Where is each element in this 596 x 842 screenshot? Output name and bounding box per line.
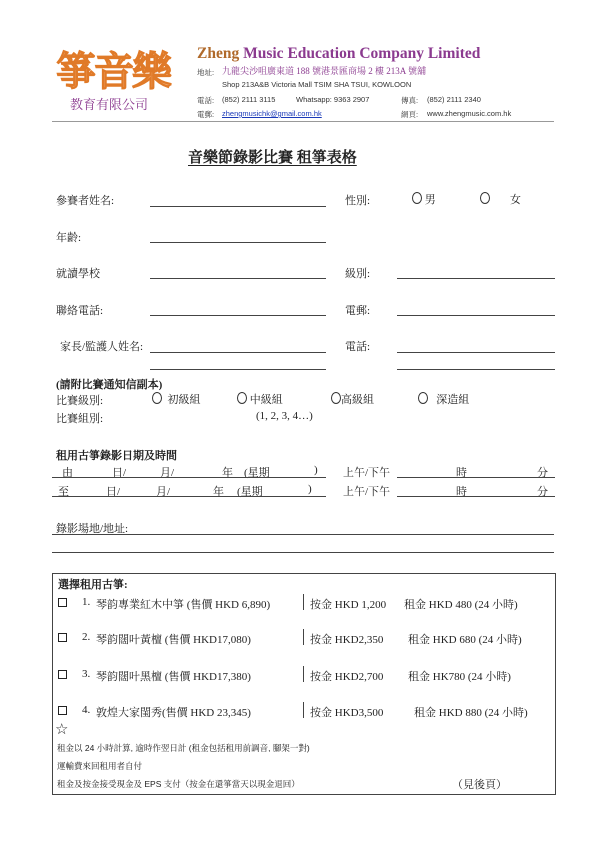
fax-label: 傳真: bbox=[401, 96, 419, 105]
from-weekday: (星期 bbox=[244, 467, 270, 479]
checkbox-item-1[interactable] bbox=[58, 598, 67, 607]
item-2-separator bbox=[303, 629, 304, 645]
note-transport: 運輸費來回租用者自付 bbox=[57, 761, 143, 771]
guardian-phone-field[interactable] bbox=[397, 352, 555, 353]
to-line-right bbox=[397, 496, 555, 497]
level-option-beginner[interactable]: 初級組 bbox=[152, 391, 201, 407]
company-name: Zheng Music Education Company Limited bbox=[197, 45, 481, 62]
item-4-name: 敦煌大家閨秀(售價 HKD 23,345) bbox=[96, 707, 251, 719]
to-month: 月/ bbox=[156, 486, 171, 498]
from-line-right bbox=[397, 477, 555, 478]
item-2-rent: 租金 HKD 680 (24 小時) bbox=[408, 634, 522, 646]
grade-field[interactable] bbox=[397, 278, 555, 279]
address-chinese: 九龍尖沙咀廣東道 188 號港景匯商場 2 樓 213A 號舖 bbox=[222, 66, 427, 76]
logo-subtitle: 教育有限公司 bbox=[70, 98, 149, 113]
phone-field[interactable] bbox=[150, 315, 326, 316]
checkbox-item-3[interactable] bbox=[58, 670, 67, 679]
whatsapp-value: Whatsapp: 9363 2907 bbox=[296, 95, 370, 104]
item-3-deposit: 按金 HKD2,700 bbox=[310, 671, 384, 683]
to-label: 至 bbox=[58, 486, 69, 498]
email-field[interactable] bbox=[397, 315, 555, 316]
email-link[interactable]: zhengmusichk@gmail.com.hk bbox=[222, 109, 322, 118]
age-label: 年齡: bbox=[56, 232, 82, 244]
radio-diploma[interactable] bbox=[418, 392, 428, 404]
to-weekday-close: ) bbox=[308, 483, 312, 495]
fax-value: (852) 2111 2340 bbox=[427, 95, 481, 104]
from-line-left bbox=[52, 477, 326, 478]
logo-mark: 箏音樂 bbox=[56, 48, 170, 95]
radio-female[interactable] bbox=[480, 192, 490, 204]
item-1-rent: 租金 HKD 480 (24 小時) bbox=[404, 599, 518, 611]
from-weekday-close: ) bbox=[314, 464, 318, 476]
radio-beginner[interactable] bbox=[152, 392, 162, 404]
form-title: 音樂節錄影比賽 租箏表格 bbox=[188, 150, 357, 166]
gender-female-option[interactable]: 女 bbox=[480, 191, 521, 207]
rental-period-heading: 租用古箏錄影日期及時間 bbox=[56, 450, 177, 462]
item-2-num: 2. bbox=[82, 631, 91, 643]
item-1-num: 1. bbox=[82, 596, 91, 608]
group-hint: (1, 2, 3, 4…) bbox=[256, 410, 313, 422]
guardian-label: 家長/監護人姓名: bbox=[60, 341, 144, 353]
school-label: 就讀學校 bbox=[56, 268, 100, 280]
to-day: 日/ bbox=[106, 486, 121, 498]
grade-label: 級別: bbox=[345, 268, 371, 280]
guardian-phone-label: 電話: bbox=[345, 341, 371, 353]
to-line-left bbox=[52, 496, 326, 497]
zheng-selection-heading: 選擇租用古箏: bbox=[58, 579, 128, 591]
radio-advanced[interactable] bbox=[331, 392, 341, 404]
item-3-name: 琴韵闊叶黑檀 (售價 HKD17,380) bbox=[96, 671, 251, 683]
level-option-advanced[interactable]: 高級組 bbox=[331, 391, 374, 407]
tel-value: (852) 2111 3115 bbox=[222, 95, 276, 104]
from-year: 年 bbox=[222, 467, 233, 479]
guardian-extra-line-2[interactable] bbox=[397, 369, 555, 370]
name-label: 參賽者姓名: bbox=[56, 195, 115, 207]
web-label: 網頁: bbox=[401, 110, 419, 119]
radio-male[interactable] bbox=[412, 192, 422, 204]
radio-intermediate[interactable] bbox=[237, 392, 247, 404]
item-4-num: 4. bbox=[82, 704, 91, 716]
group-label: 比賽組別: bbox=[56, 413, 104, 425]
phone-label: 聯絡電話: bbox=[56, 305, 104, 317]
age-field[interactable] bbox=[150, 242, 326, 243]
to-hour: 時 bbox=[456, 486, 467, 498]
venue-field[interactable] bbox=[52, 534, 554, 535]
to-minute: 分 bbox=[537, 486, 548, 498]
item-3-num: 3. bbox=[82, 668, 91, 680]
from-ampm: 上午/下午 bbox=[343, 467, 391, 479]
email-field-label: 電郵: bbox=[345, 305, 371, 317]
address-english: Shop 213A&B Victoria Mall TSIM SHA TSUI, KOWLOON bbox=[222, 80, 412, 89]
see-back-note: （見後頁） bbox=[452, 779, 507, 791]
item-4-rent: 租金 HKD 880 (24 小時) bbox=[414, 707, 528, 719]
level-option-intermediate[interactable]: 中級組 bbox=[237, 391, 283, 407]
venue-label: 錄影場地/地址: bbox=[56, 523, 129, 535]
level-option-diploma[interactable]: 深造組 bbox=[418, 391, 469, 407]
item-1-separator bbox=[303, 594, 304, 610]
competition-note: (請附比賽通知信副本) bbox=[56, 379, 163, 391]
email-label: 電郵: bbox=[197, 110, 215, 119]
from-hour: 時 bbox=[456, 467, 467, 479]
item-2-name: 琴韵闊叶黃檀 (售價 HKD17,080) bbox=[96, 634, 251, 646]
web-value[interactable]: www.zhengmusic.com.hk bbox=[427, 109, 512, 118]
guardian-field[interactable] bbox=[150, 352, 326, 353]
gender-male-option[interactable]: 男 bbox=[412, 191, 436, 207]
address-label: 地址: bbox=[197, 68, 215, 77]
item-2-deposit: 按金 HKD2,350 bbox=[310, 634, 384, 646]
note-rent-terms: 租金以 24 小時計算, 逾時作翌日計 (租金包括租用前調音, 腳架一對) bbox=[57, 743, 310, 753]
header-divider bbox=[52, 121, 554, 122]
star-icon: ☆ bbox=[55, 722, 69, 738]
gender-label: 性別: bbox=[345, 195, 371, 207]
item-4-separator bbox=[303, 702, 304, 718]
from-minute: 分 bbox=[537, 467, 548, 479]
from-day: 日/ bbox=[112, 467, 127, 479]
name-field[interactable] bbox=[150, 206, 326, 207]
item-4-deposit: 按金 HKD3,500 bbox=[310, 707, 384, 719]
from-label: 由 bbox=[62, 467, 73, 479]
item-1-name: 琴韵專業紅木中箏 (售價 HKD 6,890) bbox=[96, 599, 271, 611]
level-label: 比賽級別: bbox=[56, 395, 104, 407]
checkbox-item-2[interactable] bbox=[58, 633, 67, 642]
checkbox-item-4[interactable] bbox=[58, 706, 67, 715]
guardian-extra-line-1[interactable] bbox=[150, 369, 326, 370]
item-1-deposit: 按金 HKD 1,200 bbox=[310, 599, 387, 611]
item-3-rent: 租金 HK780 (24 小時) bbox=[408, 671, 511, 683]
venue-field-2[interactable] bbox=[52, 552, 554, 553]
to-ampm: 上午/下午 bbox=[343, 486, 391, 498]
from-month: 月/ bbox=[160, 467, 175, 479]
tel-label: 電話: bbox=[197, 96, 215, 105]
to-weekday: (星期 bbox=[237, 486, 263, 498]
school-field[interactable] bbox=[150, 278, 326, 279]
item-3-separator bbox=[303, 666, 304, 682]
to-year: 年 bbox=[213, 486, 224, 498]
note-payment: 租金及按金接受現金及 EPS 支付（按金在還箏當天以現金退回） bbox=[57, 779, 300, 789]
